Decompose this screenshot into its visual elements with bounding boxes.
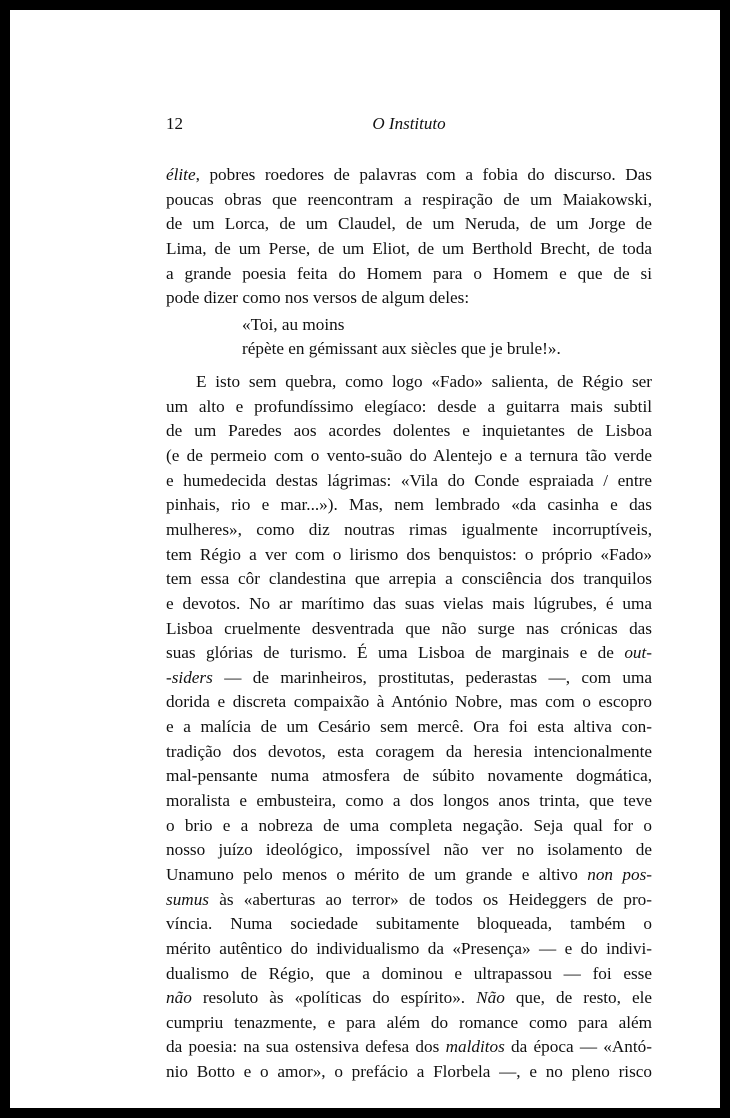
text-line: víncia. Numa sociedade subitamente bloqueada, também o xyxy=(166,914,652,934)
text-line: e a malícia de um Cesário sem mercê. Ora foi esta altiva con- xyxy=(166,717,652,737)
italic-word: sumus xyxy=(166,889,209,909)
text-line: pinhais, rio e mar...»). Mas, nem lembrado «da casinha e das xyxy=(166,495,652,515)
text-line: de um Lorca, de um Claudel, de um Neruda, de um Jorge de xyxy=(166,214,652,234)
text-line: a grande poesia feita do Homem para o Homem e que de si xyxy=(166,263,652,283)
italic-word: -siders xyxy=(166,667,213,687)
running-head xyxy=(166,114,652,138)
text-line: e devotos. No ar marítimo das suas vielas mais lúgrubes, é uma xyxy=(166,593,652,613)
italic-word: não xyxy=(166,988,192,1008)
italic-word: Não xyxy=(476,988,505,1008)
text-line: Unamuno pelo menos o mérito de um grande e altivo non pos- xyxy=(166,864,652,884)
text-line: dualismo de Régio, que a dominou e ultrapassou — foi esse xyxy=(166,963,652,983)
text-line: Lisboa cruelmente desventrada que não surge nas crónicas das xyxy=(166,618,652,638)
quote-line: répète en gémissant aux siècles que je brule!». xyxy=(242,339,561,359)
book-page xyxy=(10,10,720,1108)
text-line: um alto e profundíssimo elegíaco: desde a guitarra mais subtil xyxy=(166,396,652,416)
text-line: cumpriu tenazmente, e para além do romance como para além xyxy=(166,1012,652,1032)
text-line: sumus às «aberturas ao terror» de todos os Heideggers de pro- xyxy=(166,889,652,909)
page-number: 12 xyxy=(166,114,183,133)
quote-line: «Toi, au moins xyxy=(242,314,345,334)
text-line: (e de permeio com o vento-suão do Alentejo e a ternura tão verde xyxy=(166,446,652,466)
body-text xyxy=(166,163,652,1085)
text-line: élite, pobres roedores de palavras com a fobia do discurso. Das xyxy=(166,165,652,184)
text-line: da poesia: na sua ostensiva defesa dos malditos da época — «Antó- xyxy=(166,1037,652,1057)
text-line: suas glórias de turismo. É uma Lisboa de marginais e de out- xyxy=(166,643,652,663)
text-line: dorida e discreta compaixão à António Nobre, mas com o escopro xyxy=(166,692,652,712)
text-line: tem Régio a ver com o lirismo dos benquistos: o próprio «Fado» xyxy=(166,544,652,564)
text-line: não resoluto às «políticas do espírito». Não que, de resto, ele xyxy=(166,988,653,1008)
text-line: mulheres», como diz noutras rimas igualmente incorruptíveis, xyxy=(166,519,652,539)
text-line: mérito autêntico do individualismo da «Presença» — e do indivi- xyxy=(166,938,652,958)
text-line: -siders — de marinheiros, prostitutas, pederastas —, com uma xyxy=(166,667,652,687)
italic-word: non pos- xyxy=(587,864,652,884)
text-line: pode dizer como nos versos de algum deles: xyxy=(166,288,470,308)
text-line: e humedecida destas lágrimas: «Vila do Conde espraiada / entre xyxy=(166,470,652,490)
text-line: nio Botto e o amor», o prefácio a Florbela —, e no pleno risco xyxy=(166,1062,652,1082)
italic-word: malditos xyxy=(445,1037,505,1057)
text-line: poucas obras que reencontram a respiração de um Maiakowski, xyxy=(166,189,652,209)
text-line: Lima, de um Perse, de um Eliot, de um Berthold Brecht, de toda xyxy=(166,238,652,258)
text-line: nosso juízo ideológico, impossível não ver no isolamento de xyxy=(166,840,652,860)
text-line: mal-pensante numa atmosfera de súbito novamente dogmática, xyxy=(166,766,652,786)
italic-word: out- xyxy=(624,643,652,663)
text-line: o brio e a nobreza de uma completa negação. Seja qual for o xyxy=(166,815,652,835)
journal-title: O Instituto xyxy=(372,114,446,133)
text-line: tem essa côr clandestina que arrepia a consciência dos tranquilos xyxy=(166,569,652,589)
text-line: de um Paredes aos acordes dolentes e inquietantes de Lisboa xyxy=(166,421,652,441)
text-line: E isto sem quebra, como logo «Fado» salienta, de Régio ser xyxy=(196,372,652,392)
italic-word: élite xyxy=(166,165,196,184)
text-line: tradição dos devotos, esta coragem da heresia intencionalmente xyxy=(166,741,652,761)
text-line: moralista e embusteira, como a dos longos anos trinta, que teve xyxy=(166,791,652,811)
